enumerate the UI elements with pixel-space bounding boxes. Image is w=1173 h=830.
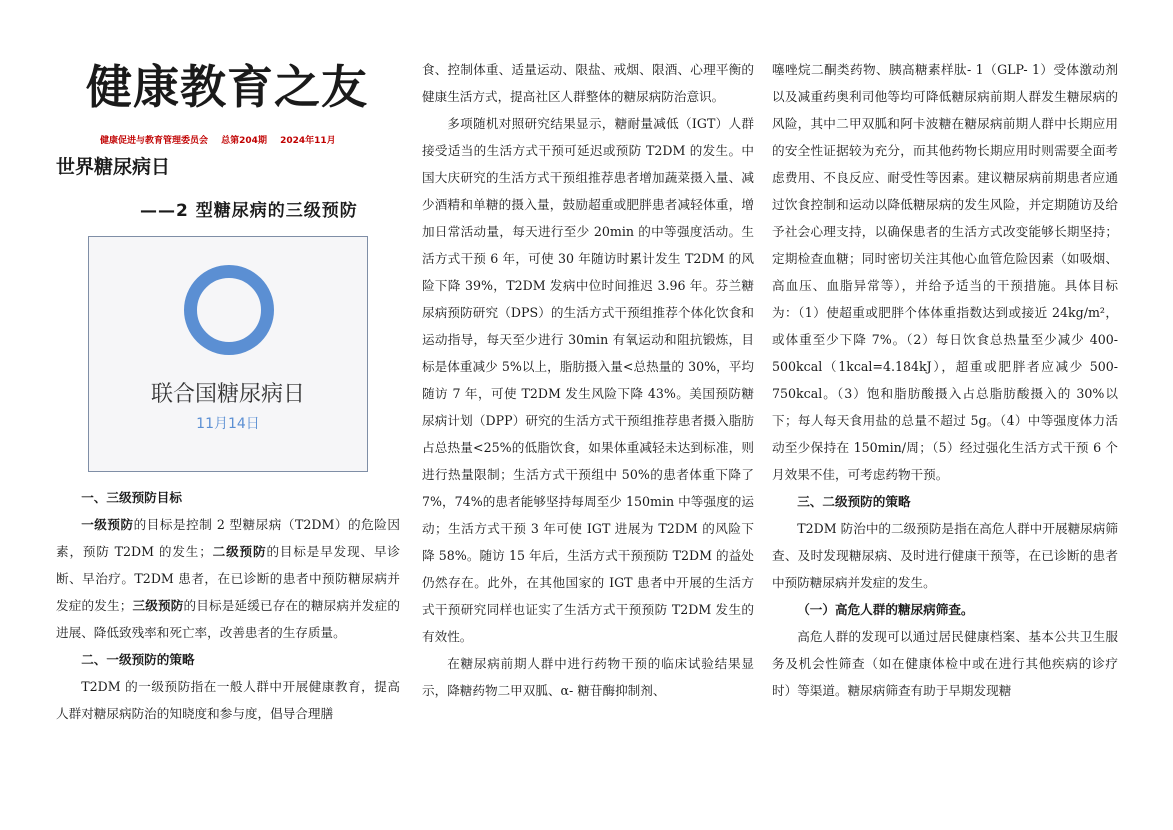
diabetes-day-logo [88, 236, 368, 472]
masthead-org: 健康促进与教育管理委员会 [100, 136, 209, 146]
subsection-heading-screening: （一）高危人群的糖尿病筛查。 [797, 602, 974, 617]
section-heading-3: 三、二级预防的策略 [797, 494, 911, 509]
section-heading-1: 一、三级预防目标 [81, 490, 182, 505]
paragraph-drug-trials: 在糖尿病前期人群中进行药物干预的临床试验结果显示，降糖药物二甲双胍、α- 糖苷酶抑制剂、 [422, 656, 754, 698]
paragraph-studies: 多项随机对照研究结果显示，糖耐量减低（IGT）人群接受适当的生活方式干预可延迟或预防 T2DM 的发生。中国大庆研究的生活方式干预组推荐患者增加蔬菜摄入量、减少酒精和单糖的摄入量，鼓励超重或肥胖患者减轻体重，增加日常活动量，每天进行至少 20min 的中等强度活动。生活方式干预 6 年，可使 30 年随访时累计发生 T2DM 的风险下降 39%，T2DM 发病中位时间推迟 3.96 年。芬兰糖尿病预防研究（DPS）的生活方式干预组推荐个体化饮食和运动指导，每天至少进行 30min 有氧运动和阻抗锻炼，目标是体重减少 5%以上，脂肪摄入量<总热量的 30%，平均随访 7 年，可使 T2DM 发生风险下降 43%。美国预防糖尿病计划（DPP）研究的生活方式干预组推荐患者摄入脂肪占总热量<25%的低脂饮食，如果体重减轻未达到标准，则进行热量限制；生活方式干预组中 50%的患者体重下降了 7%，74%的患者能够坚持每周至少 150min 中等强度的运动；生活方式干预 3 年可使 IGT 进展为 T2DM 的风险下降 58%。随访 15 年后，生活方式干预预防 T2DM 的益处仍然存在。此外，在其他国家的 IGT 患者中开展的生活方式干预研究同样也证实了生活方式干预预防 T2DM 发生的有效性。 [422, 116, 754, 644]
blue-circle-icon [184, 265, 274, 355]
paragraph-secondary-strategy: T2DM 防治中的二级预防是指在高危人群中开展糖尿病筛查、及时发现糖尿病、及时进行健康干预等，在已诊断的患者中预防糖尿病并发症的发生。 [772, 521, 1118, 590]
bold-term: 三级预防 [132, 598, 184, 613]
paragraph-primary-strategy: T2DM 的一级预防指在一般人群中开展健康教育，提高人群对糖尿病防治的知晓度和参与度，倡导合理膳 [56, 679, 400, 721]
section-heading-2: 二、一级预防的策略 [81, 652, 195, 667]
column-1 [56, 484, 400, 727]
paragraph-drug-continued: 噻唑烷二酮类药物、胰高糖素样肽- 1（GLP- 1）受体激动剂以及减重药奥利司他等均可降低糖尿病前期人群发生糖尿病的风险，其中二甲双胍和阿卡波糖在糖尿病前期人群中长期应用的安全性证据较为充分，而其他药物长期应用时则需要全面考虑费用、不良反应、耐受性等因素。建议糖尿病前期患者应通过饮食控制和运动以降低糖尿病的发生风险，并定期随访及给予社会心理支持，以确保患者的生活方式改变能够长期坚持；定期检查血糖；同时密切关注其他心血管危险因素（如吸烟、高血压、血脂异常等），并给予适当的干预措施。具体目标为：（1）使超重或肥胖个体体重指数达到或接近 24kg/m²，或体重至少下降 7%。（2）每日饮食总热量至少减少 400-500kcal（1kcal=4.184kJ），超重或肥胖者应减少 500-750kcal。（3）饱和脂肪酸摄入占总脂肪酸摄入的 30%以下；每人每天食用盐的总量不超过 5g。（4）中等强度体力活动至少保持在 150min/周；（5）经过强化生活方式干预 6 个月效果不佳，可考虑药物干预。 [772, 62, 1118, 482]
paragraph-text: 的目标是延缓已存在的糖尿病并发症的进展、降低致残率和死亡率，改善患者的生存质量。 [56, 598, 401, 640]
column-2 [422, 56, 754, 704]
bold-term: 二级预防 [211, 544, 267, 559]
article-subtitle: ——2 型糖尿病的三级预防 [140, 201, 358, 221]
logo-date: 11月14日 [196, 416, 260, 432]
masthead-date: 2024年11月 [280, 136, 336, 146]
column-3 [772, 56, 1118, 704]
article-title: 世界糖尿病日 [56, 156, 171, 178]
paragraph-text: 的目标是控制 2 型糖尿病（T2DM）的危险因素，预防 T2DM 的发生； [56, 517, 400, 559]
bold-term: 一级预防 [81, 517, 134, 532]
logo-title: 联合国糖尿病日 [150, 382, 305, 407]
newsletter-masthead: 健康教育之友 [86, 60, 368, 114]
paragraph-text: 的目标是早发现、早诊断、早治疗。T2DM 患者，在已诊断的患者中预防糖尿病并发症的发生； [56, 544, 401, 613]
paragraph-continued: 食、控制体重、适量运动、限盐、戒烟、限酒、心理平衡的健康生活方式，提高社区人群整体的糖尿病防治意识。 [422, 62, 754, 104]
masthead-issue: 总第204期 [221, 136, 267, 146]
paragraph-screening: 高危人群的发现可以通过居民健康档案、基本公共卫生服务及机会性筛查（如在健康体检中或在进行其他疾病的诊疗时）等渠道。糖尿病筛查有助于早期发现糖 [772, 629, 1118, 698]
masthead-subline [100, 133, 346, 146]
paragraph-goals [56, 511, 400, 646]
